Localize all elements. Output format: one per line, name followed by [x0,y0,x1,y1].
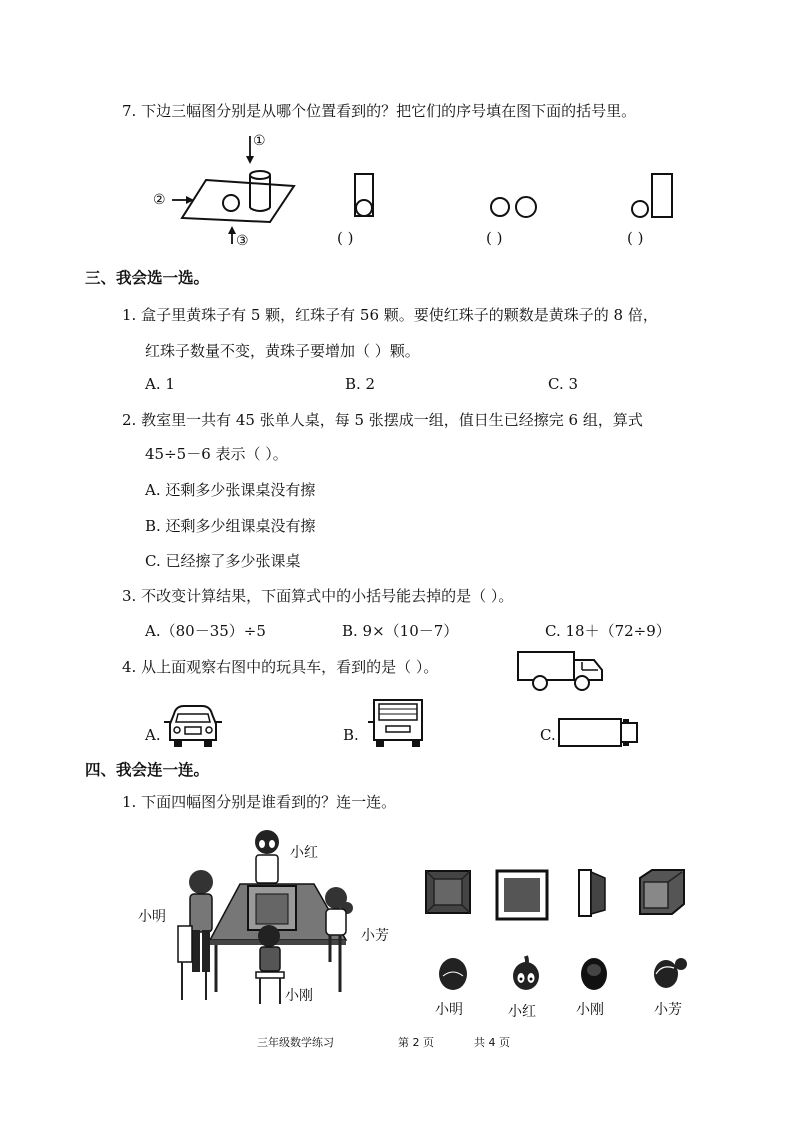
q2-line1: 2. 教室里一共有 45 张单人桌，每 5 张摆成一组，值日生已经擦完 6 组，算式 [122,411,643,429]
footer-page: 第 2 页 [398,1036,434,1049]
toy-truck-side-icon [516,646,608,692]
q2-option-a[interactable]: A. 还剩多少张课桌没有擦 [145,481,316,499]
view-marker-3: ③ [236,233,249,249]
truck-front-view-icon[interactable] [368,698,426,750]
scene-name-xiaoming: 小明 [138,909,166,925]
q1-line1: 1. 盒子里黄珠子有 5 颗，红珠子有 56 颗。要使红珠子的颗数是黄珠子的 8 倍， [122,306,658,324]
tv-view-side-right-icon[interactable] [638,868,686,916]
car-front-view-icon[interactable] [164,702,222,750]
row-name-xiaogang: 小刚 [576,1002,604,1018]
row-name-xiaofang: 小芳 [654,1002,682,1018]
section4-q1-line: 1. 下面四幅图分别是谁看到的？连一连。 [122,793,397,811]
head-xiaoming-icon [437,956,469,992]
section4-heading: 四、我会连一连。 [85,761,210,779]
q1-option-b[interactable]: B. 2 [345,375,376,393]
q4-option-c-label[interactable]: C. [540,726,556,744]
q2-line2: 45÷5－6 表示（ ）。 [145,445,288,463]
section3-heading: 三、我会选一选。 [85,269,210,287]
head-xiaofang-icon [652,954,688,992]
view-figure-3 [628,172,678,222]
tv-view-front-icon[interactable] [425,870,471,914]
head-xiaohong-icon [510,954,542,992]
q7-text: 7. 下边三幅图分别是从哪个位置看到的？把它们的序号填在图下面的括号里。 [122,102,637,120]
q4-line: 4. 从上面观察右图中的玩具车，看到的是（ ）。 [122,658,439,676]
q2-option-c[interactable]: C. 已经擦了多少张课桌 [145,552,301,570]
view-figure-1 [352,172,382,222]
view-marker-2: ② [153,192,166,208]
q7-perspective-figure [150,130,310,250]
classroom-scene-illustration [176,822,376,1012]
q1-line2: 红珠子数量不变，黄珠子要增加（ ）颗。 [145,342,420,360]
q1-option-a[interactable]: A. 1 [145,375,175,393]
q3-option-c[interactable]: C. 18＋（72÷9） [545,622,671,640]
scene-name-xiaohong: 小红 [290,845,318,861]
q2-option-b[interactable]: B. 还剩多少组课桌没有擦 [145,517,316,535]
row-name-xiaoming: 小明 [435,1002,463,1018]
answer-paren-3[interactable]: ( ) [627,229,644,247]
q3-line: 3. 不改变计算结果，下面算式中的小括号能去掉的是（ ）。 [122,587,514,605]
q4-option-a-label[interactable]: A. [145,726,161,744]
tv-view-side-left-icon[interactable] [578,868,608,918]
scene-name-xiaofang: 小芳 [361,928,389,944]
view-marker-1: ① [253,133,266,149]
tv-view-back-icon[interactable] [496,870,548,920]
footer-total: 共 4 页 [474,1036,510,1049]
truck-top-view-icon[interactable] [557,716,643,750]
head-xiaogang-icon [578,956,610,992]
footer-title: 三年级数学练习 [257,1036,334,1049]
q4-option-b-label[interactable]: B. [343,726,359,744]
scene-name-xiaogang: 小刚 [285,988,313,1004]
answer-paren-1[interactable]: ( ) [337,229,354,247]
q3-option-b[interactable]: B. 9×（10－7） [342,622,459,640]
q3-option-a[interactable]: A.（80－35）÷5 [145,622,266,640]
answer-paren-2[interactable]: ( ) [486,229,503,247]
view-figure-2 [488,194,548,224]
q1-option-c[interactable]: C. 3 [548,375,579,393]
row-name-xiaohong: 小红 [508,1004,536,1020]
